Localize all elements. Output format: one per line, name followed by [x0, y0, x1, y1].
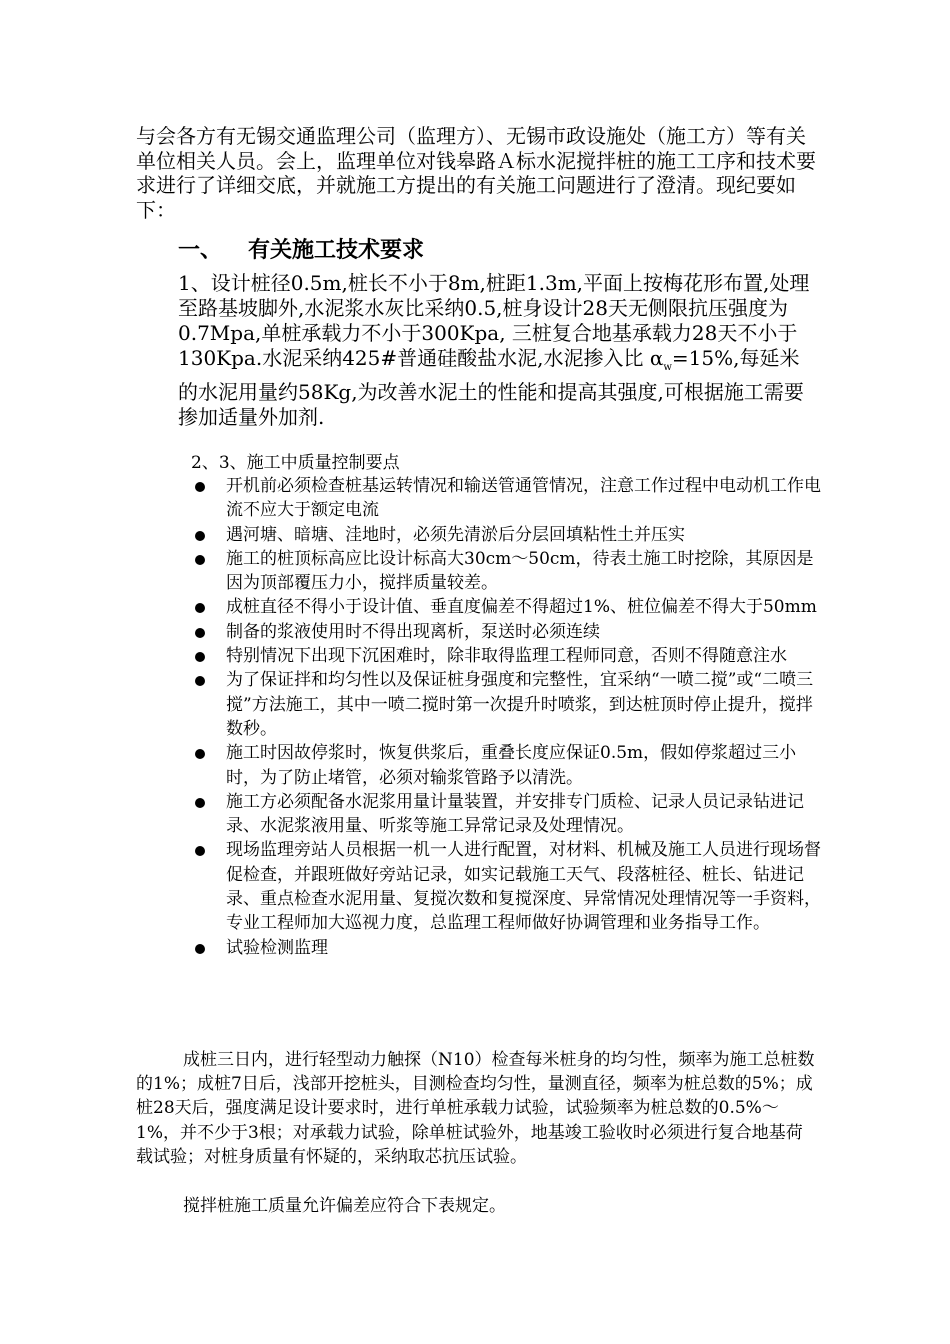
list-item-text: 特别情况下出现下沉困难时，除非取得监理工程师同意，否则不得随意注水 [226, 646, 787, 667]
bullet-dot-icon [195, 531, 205, 541]
bullet-dot-icon [195, 676, 205, 686]
section-heading [178, 233, 424, 264]
list-item-text: 成桩直径不得小于设计值、垂直度偏差不得超过1%、桩位偏差不得大于50mm [226, 597, 817, 618]
design-text-part1: 1、设计桩径0.5m,桩长不小于8m,桩距1.3m,平面上按梅花形布置,处理至路基坡脚外,水泥浆水灰比采纳0.5,桩身设计28天无侧限抗压强度为0.7Mpa,单桩承载力不小于300Kpa, 三桩复合地基承载力28天不小于130Kpa.水泥采纳425#普通硅酸盐水泥,水泥掺入比 α [178, 271, 810, 370]
bullet-dot-icon [195, 555, 205, 565]
design-requirements-paragraph [178, 271, 814, 430]
subscript-w: w [663, 362, 672, 373]
list-item [192, 741, 822, 790]
testing-paragraph: 成桩三日内，进行轻型动力触探（N10）检查每米桩身的均匀性，频率为施工总桩数的1%；成桩7日后，浅部开挖桩头，目测检查均匀性，量测直径，频率为桩总数的5%；成桩28天后，强度满足设计要求时，进行单桩承载力试验，试验频率为桩总数的0.5%～1%，并不少于3根；对承载力试验，除单桩试验外，地基竣工验收时必须进行复合地基荷载试验；对桩身质量有怀疑的，采纳取芯抗压试验。 [136, 1050, 815, 1167]
bullet-dot-icon [195, 944, 205, 954]
section-title: 有关施工技术要求 [248, 238, 425, 263]
section-number: 一、 [178, 238, 223, 263]
list-item [192, 644, 822, 668]
list-item [192, 668, 822, 741]
list-item [192, 936, 822, 960]
list-item [192, 838, 822, 935]
quality-control-subheading: 2、3、施工中质量控制要点 [191, 453, 400, 473]
list-item [192, 595, 822, 619]
list-item [192, 620, 822, 644]
list-item-text: 制备的浆液使用时不得出现离析，泵送时必须连续 [226, 621, 600, 642]
bullet-dot-icon [195, 482, 205, 492]
list-item [192, 790, 822, 839]
list-item [192, 547, 822, 596]
bullet-dot-icon [195, 652, 205, 662]
design-text-part2: =15%,每延米的水泥用量约58Kg,为改善水泥土的性能和提高其强度,可根据施工需要掺加适量外加剂. [178, 346, 804, 429]
list-item-text: 施工的桩顶标高应比设计标高大30cm～50cm，待表土施工时挖除，其原因是因为顶部覆压力小，搅拌质量较差。 [226, 548, 814, 594]
intro-paragraph: 与会各方有无锡交通监理公司（监理方）、无锡市政设施处（施工方）等有关单位相关人员。会上，监理单位对钱皋路Ａ标水泥搅拌桩的施工工序和技术要求进行了详细交底，并就施工方提出的有关施工问题进行了澄清。现纪要如下： [136, 124, 816, 222]
list-item-text: 为了保证拌和均匀性以及保证桩身强度和完整性，宜采纳“一喷二搅”或“二喷三搅”方法施工，其中一喷二搅时第一次提升时喷浆，到达桩顶时停止提升，搅拌数秒。 [226, 670, 814, 739]
bullet-dot-icon [195, 798, 205, 808]
list-item-text: 开机前必须检查桩基运转情况和输送管通管情况，注意工作过程中电动机工作电流不应大于额定电流 [226, 476, 821, 521]
list-item-text: 试验检测监理 [226, 937, 328, 958]
list-item-text: 现场监理旁站人员根据一机一人进行配置，对材料、机械及施工人员进行现场督促检查，并跟班做好旁站记录，如实记载施工天气、段落桩径、桩长、钻进记录、重点检查水泥用量、复搅次数和复搅深度、异常情况处理情况等一手资料，专业工程师加大巡视力度，总监理工程师做好协调管理和业务指导工作。 [226, 840, 821, 934]
list-item [192, 474, 822, 523]
closing-line: 搅拌桩施工质量允许偏差应符合下表规定。 [183, 1196, 506, 1216]
bullet-dot-icon [195, 846, 205, 856]
list-item-text: 施工时因故停浆时，恢复供浆后，重叠长度应保证0.5m，假如停浆超过三小时，为了防止堵管，必须对输浆管路予以清洗。 [226, 743, 797, 788]
bullet-dot-icon [195, 749, 205, 759]
bullet-dot-icon [195, 628, 205, 638]
quality-control-list [192, 474, 822, 960]
list-item-text: 施工方必须配备水泥浆用量计量装置，并安排专门质检、记录人员记录钻进记录、水泥浆液用量、听浆等施工异常记录及处理情况。 [226, 791, 804, 837]
list-item [192, 523, 822, 547]
list-item-text: 遇河塘、暗塘、洼地时，必须先清淤后分层回填粘性土并压实 [226, 524, 685, 545]
bullet-dot-icon [195, 603, 205, 613]
